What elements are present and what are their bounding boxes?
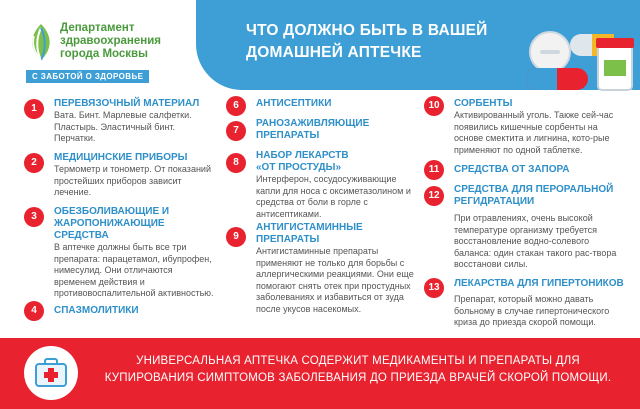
- item-number: 1: [24, 99, 44, 119]
- list-item: [226, 118, 416, 142]
- item-title: ЛЕКАРСТВА ДЛЯ ГИПЕРТОНИКОВ: [454, 278, 624, 289]
- item-description: Препарат, который можно давать больному в случае гипертонического криза до приезда скорой помощи.: [454, 294, 610, 327]
- item-number: 13: [424, 278, 444, 298]
- list-item: [226, 222, 416, 315]
- item-description: Термометр и тонометр. От показаний простейших приборов зависит лечение.: [54, 164, 211, 197]
- page-title: [246, 20, 506, 64]
- item-number: 6: [226, 96, 246, 116]
- item-title: СРЕДСТВА ОТ ЗАПОРА: [454, 164, 570, 175]
- list-item: [424, 98, 624, 156]
- item-description: Вата. Бинт. Марлевые салфетки. Пластырь. Эластичный бинт. Перчатки.: [54, 110, 192, 143]
- first-aid-kit-icon: [24, 346, 78, 400]
- item-description: В аптечке должны быть все три препарата: парацетамол, ибупрофен, нимесулид. Они отличаются временем действия и противовоспалительной активностью.: [54, 242, 214, 298]
- list-item: [24, 206, 214, 300]
- item-title: СРЕДСТВА ДЛЯ ПЕРОРАЛЬНОЙ РЕГИДРАТАЦИИ: [454, 184, 614, 207]
- item-description: При отравлениях, очень высокой температуре организму требуется восстановление водно-солевого баланса: один стакан такого рас-твора восстанови силы.: [454, 213, 617, 269]
- item-title: СОРБЕНТЫ: [454, 98, 513, 109]
- item-title: ПЕРЕВЯЗОЧНЫЙ МАТЕРИАЛ: [54, 98, 200, 109]
- item-number: 8: [226, 153, 246, 173]
- item-title: АНТИГИСТАМИННЫЕ ПРЕПАРАТЫ: [256, 222, 363, 245]
- list-item: [24, 98, 214, 145]
- org-name: Департамент здравоохранения города Москвы: [60, 22, 162, 60]
- item-number: 9: [226, 227, 246, 247]
- list-item: [226, 150, 416, 220]
- item-description: Интерферон, сосудосуживающие капли для носа с оксиметазолином и средства от боли в горле с антисептиками.: [256, 174, 411, 219]
- list-item: [424, 278, 624, 329]
- pills-icon: [522, 24, 640, 94]
- title-line-2: ДОМАШНЕЙ АПТЕЧКЕ: [246, 44, 422, 61]
- list-item: [424, 164, 624, 176]
- title-line-1: ЧТО ДОЛЖНО БЫТЬ В ВАШЕЙ: [246, 22, 488, 39]
- item-number: 11: [424, 160, 444, 180]
- item-number: 7: [226, 121, 246, 141]
- item-title: АНТИСЕПТИКИ: [256, 98, 332, 109]
- item-description: Антигистаминные препараты применяют не только для борьбы с аллергическими реакциями. Они еще помогают снять отек при простудных заболеваниях и избавиться от зуда после укусов насекомых.: [256, 246, 414, 314]
- item-title: ОБЕЗБОЛИВАЮЩИЕ И ЖАРОПОНИЖАЮЩИЕ СРЕДСТВА: [54, 206, 170, 241]
- banner-text: УНИВЕРСАЛЬНАЯ АПТЕЧКА СОДЕРЖИТ МЕДИКАМЕНТЫ И ПРЕПАРАТЫ ДЛЯ КУПИРОВАНИЯ СИМПТОМОВ ЗАБОЛЕВАНИЯ ДО ПРИЕЗДА ВРАЧЕЙ СКОРОЙ ПОМОЩИ.: [104, 355, 612, 384]
- item-number: 3: [24, 207, 44, 227]
- tagline: С ЗАБОТОЙ О ЗДОРОВЬЕ: [26, 70, 149, 83]
- logo-area: [0, 0, 196, 90]
- list-item: [424, 184, 624, 271]
- list-item: [24, 152, 214, 199]
- item-title: СПАЗМОЛИТИКИ: [54, 305, 139, 316]
- list-item: [24, 305, 214, 317]
- item-title: РАНОЗАЖИВЛЯЮЩИЕ ПРЕПАРАТЫ: [256, 118, 370, 141]
- leaf-logo-icon: [26, 22, 56, 62]
- item-number: 4: [24, 301, 44, 321]
- item-number: 2: [24, 153, 44, 173]
- item-title: МЕДИЦИНСКИЕ ПРИБОРЫ: [54, 152, 188, 163]
- item-number: 12: [424, 186, 444, 206]
- list-item: [226, 98, 416, 110]
- item-description: Активированный уголь. Также сей-час появились кишечные сорбенты на основе смектита и лигнина, кото-рые применяют по одной таблетке.: [454, 110, 614, 155]
- item-number: 10: [424, 96, 444, 116]
- item-title: НАБОР ЛЕКАРСТВ «ОТ ПРОСТУДЫ»: [256, 150, 349, 173]
